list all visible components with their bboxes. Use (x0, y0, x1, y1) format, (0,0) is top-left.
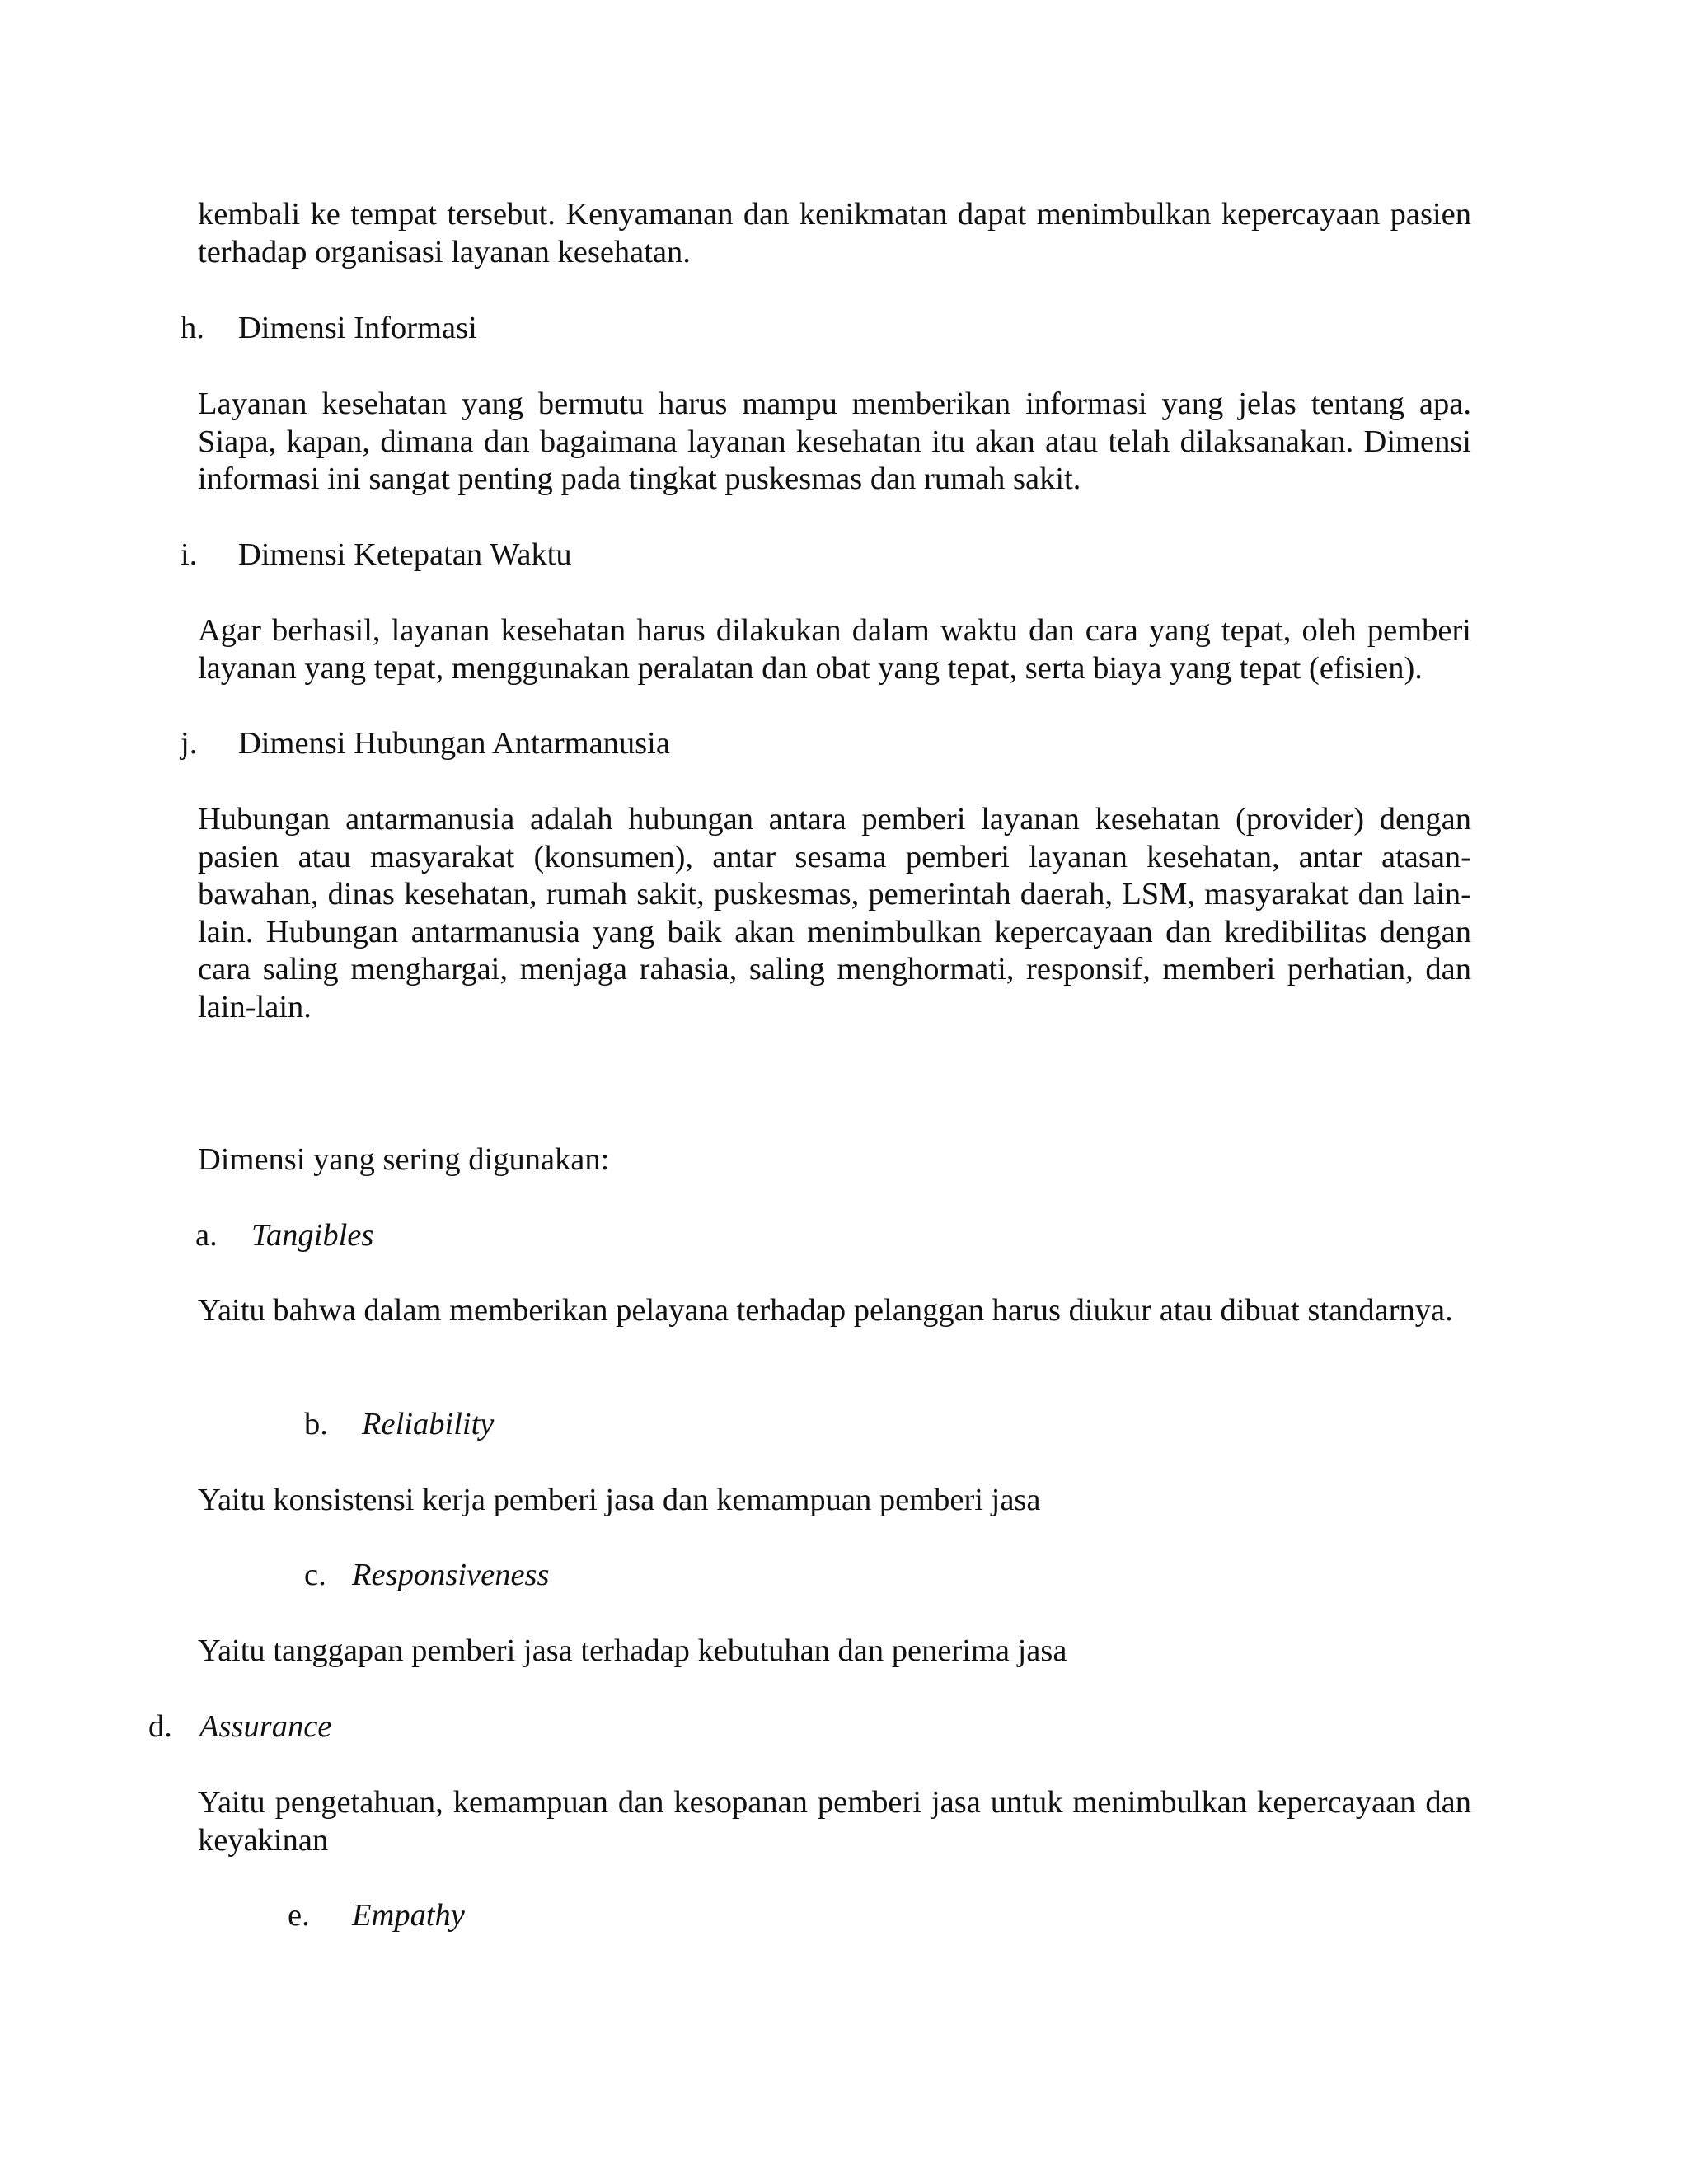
heading-title: Dimensi Ketepatan Waktu (238, 537, 572, 572)
list-marker: b. (304, 1407, 328, 1441)
heading-dimensi-informasi (181, 310, 477, 348)
list-marker: h. (181, 311, 204, 345)
heading-title: Reliability (362, 1407, 495, 1441)
heading-empathy (288, 1897, 465, 1935)
list-marker: j. (181, 726, 198, 761)
paragraph-dimensi-informasi: Layanan kesehatan yang bermutu harus mampu memberikan informasi yang jelas tentang apa. Siapa, kapan, dimana dan bagaimana layanan kesehatan itu akan atau telah dilaksanakan. Dimensi informasi ini sangat penting pada tingkat puskesmas dan rumah sakit. (198, 387, 1471, 496)
paragraph-tangibles: Yaitu bahwa dalam memberikan pelayana terhadap pelanggan harus diukur atau dibuat standarnya. (198, 1293, 1453, 1328)
heading-assurance (148, 1708, 331, 1746)
list-marker: d. (148, 1709, 172, 1744)
heading-title: Empathy (352, 1898, 465, 1933)
list-marker: c. (304, 1558, 326, 1592)
paragraph-intro: kembali ke tempat tersebut. Kenyamanan dan kenikmatan dapat menimbulkan kepercayaan pasien terhadap organisasi layanan kesehatan. (198, 197, 1471, 269)
heading-title: Dimensi Informasi (238, 311, 477, 345)
paragraph-dimensi-ketepatan-waktu: Agar berhasil, layanan kesehatan harus dilakukan dalam waktu dan cara yang tepat, oleh pemberi layanan yang tepat, menggunakan peralatan dan obat yang tepat, serta biaya yang tepat (efisien). (198, 613, 1471, 686)
dimensions-intro: Dimensi yang sering digunakan: (198, 1142, 610, 1177)
paragraph-assurance: Yaitu pengetahuan, kemampuan dan kesopanan pemberi jasa untuk menimbulkan kepercayaan dan keyakinan (198, 1785, 1471, 1858)
heading-responsiveness (304, 1557, 550, 1595)
heading-title: Responsiveness (352, 1558, 550, 1592)
list-marker: a. (195, 1218, 218, 1253)
heading-title: Dimensi Hubungan Antarmanusia (238, 726, 670, 761)
heading-tangibles (195, 1217, 373, 1255)
heading-reliability (304, 1406, 494, 1444)
paragraph-dimensi-hubungan-antarmanusia: Hubungan antarmanusia adalah hubungan antara pemberi layanan kesehatan (provider) dengan pasien atau masyarakat (konsumen), antar sesama pemberi layanan kesehatan, antar atasan-bawahan, dinas kesehatan, rumah sakit, puskesmas, pemerintah daerah, LSM, masyarakat dan lain-lain. Hubungan antarmanusia yang baik akan menimbulkan kepercayaan dan kredibilitas dengan cara saling menghargai, menjaga rahasia, saling menghormati, responsif, memberi perhatian, dan lain-lain. (198, 802, 1471, 1024)
paragraph-reliability: Yaitu konsistensi kerja pemberi jasa dan kemampuan pemberi jasa (198, 1483, 1041, 1517)
list-marker: e. (288, 1898, 310, 1933)
heading-title: Assurance (199, 1709, 332, 1744)
heading-title: Tangibles (251, 1218, 374, 1253)
heading-dimensi-ketepatan-waktu (181, 537, 572, 574)
list-marker: i. (181, 537, 198, 572)
heading-dimensi-hubungan-antarmanusia (181, 725, 670, 763)
paragraph-responsiveness: Yaitu tanggapan pemberi jasa terhadap kebutuhan dan penerima jasa (198, 1633, 1067, 1668)
